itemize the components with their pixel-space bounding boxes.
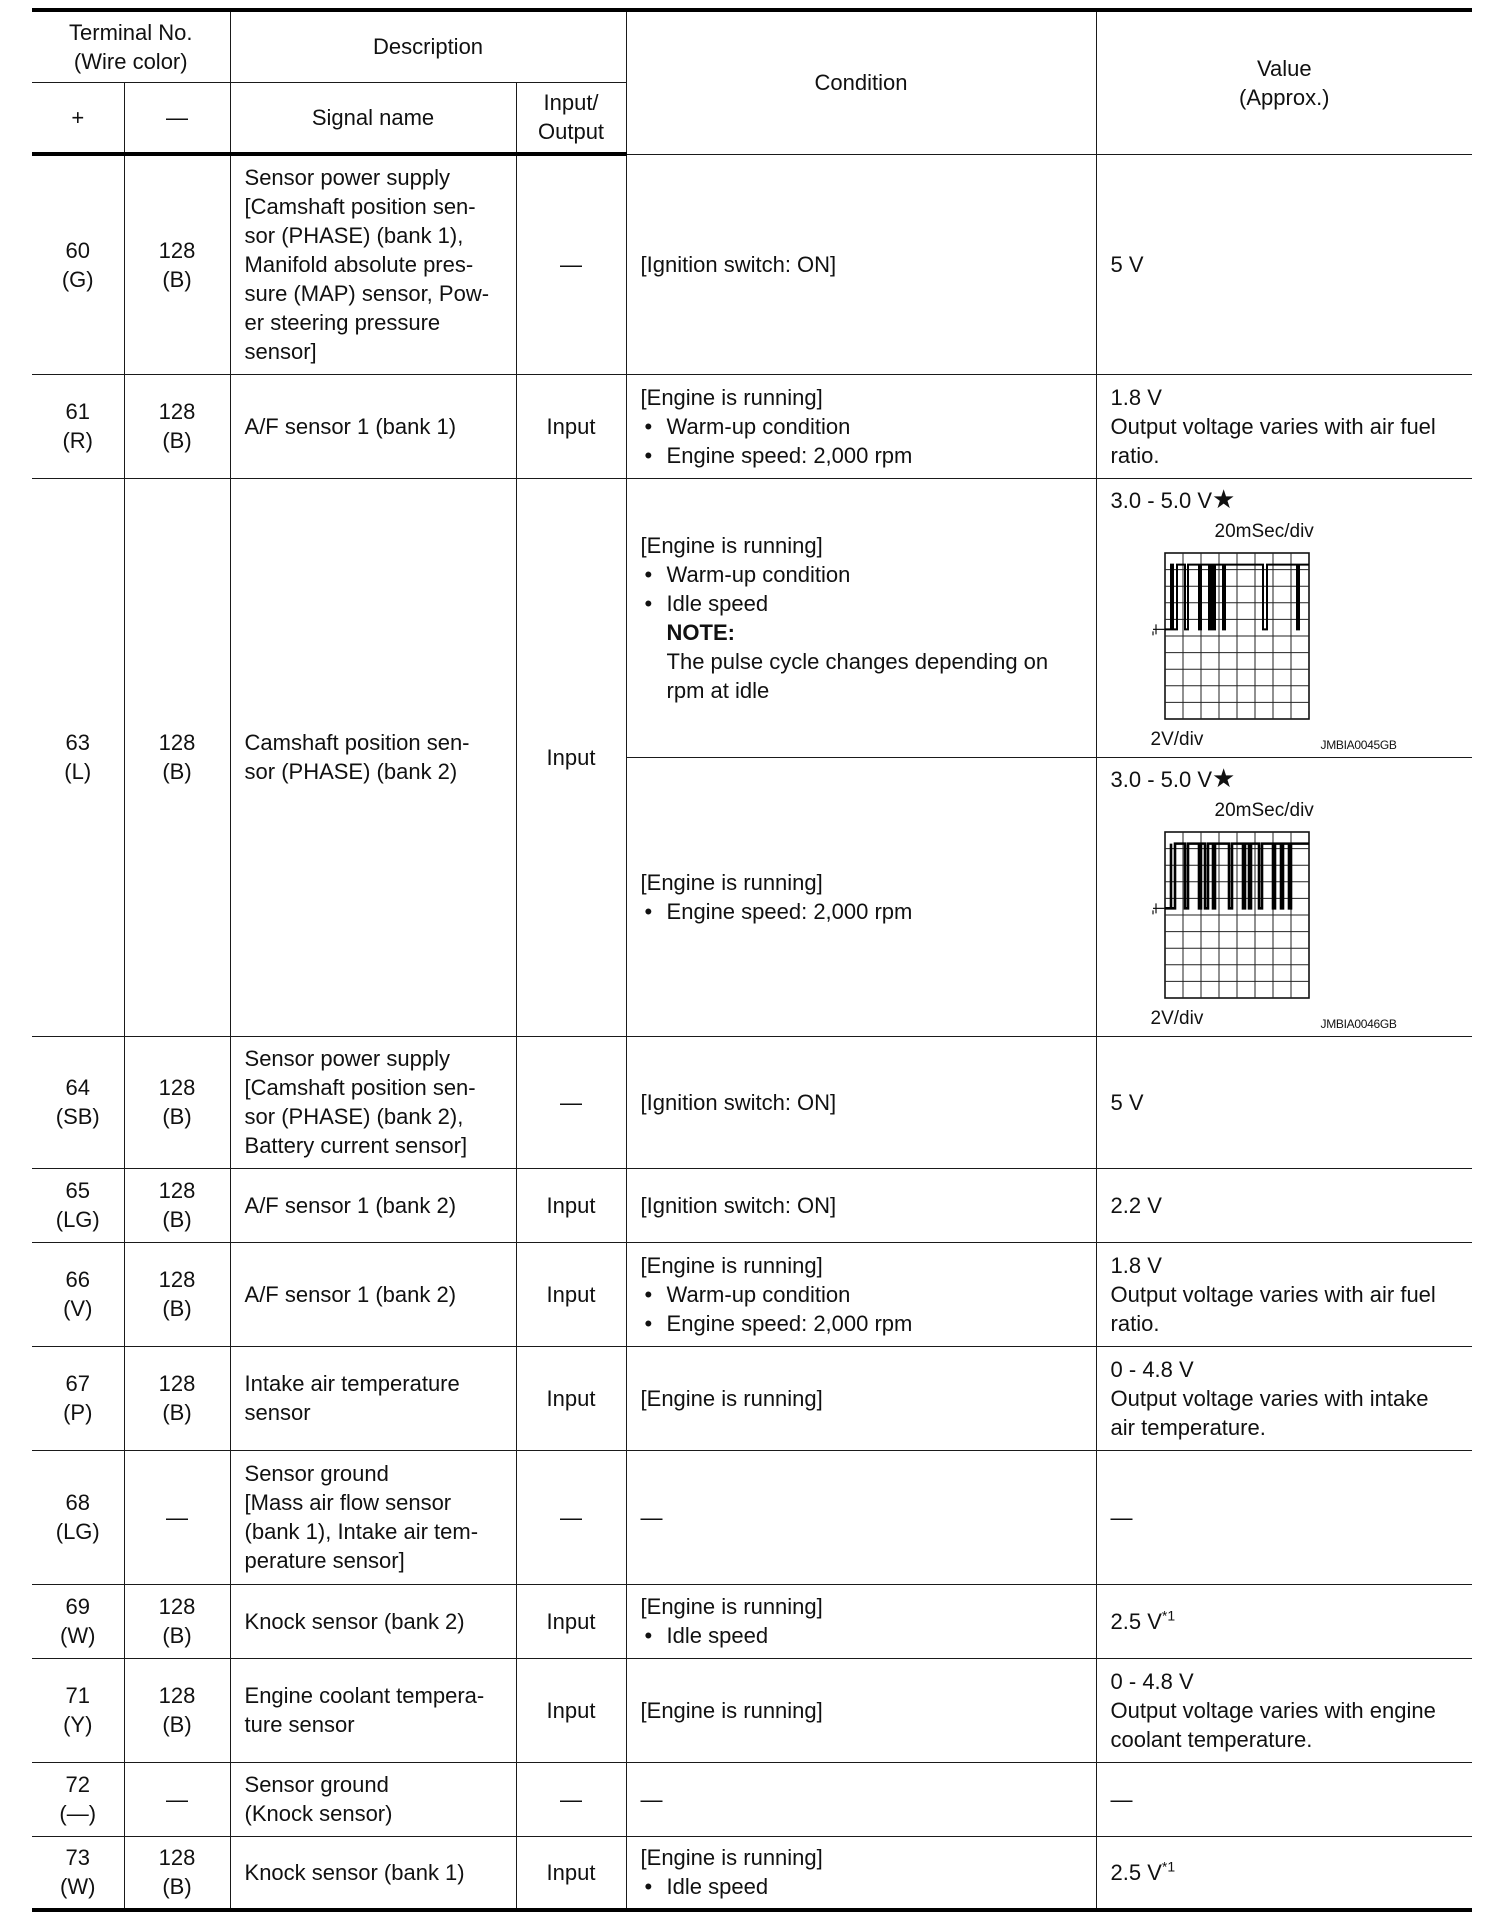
volt-division-label: 2V/div bbox=[1150, 1007, 1204, 1029]
value-cell: 1.8 V Output voltage varies with air fuel ratio. bbox=[1096, 374, 1472, 478]
terminal-cell: 67 (P) bbox=[32, 1346, 124, 1450]
value-cell: 5 V bbox=[1096, 154, 1472, 374]
footnote-ref: *1 bbox=[1161, 1607, 1176, 1624]
ground-cell: 128 (B) bbox=[124, 154, 230, 374]
time-division-label: 20mSec/div bbox=[1214, 799, 1314, 821]
terminal-cell: 63 (L) bbox=[32, 478, 124, 1036]
table-row bbox=[32, 1346, 1472, 1450]
value-cell: 2.5 $V^{*1}$ bbox=[1096, 1836, 1472, 1910]
io-cell: Input bbox=[516, 1168, 626, 1242]
figure-code: JMBIA0045GB bbox=[1320, 737, 1397, 752]
note-text: The pulse cycle changes depending on rpm at idle bbox=[666, 648, 1049, 703]
signal-name-cell: A/F sensor 1 (bank 2) bbox=[230, 1242, 516, 1346]
input-output-header: Input/ Output bbox=[516, 82, 626, 154]
table-row bbox=[32, 1762, 1472, 1836]
terminal-cell: 65 (LG) bbox=[32, 1168, 124, 1242]
io-cell: Input bbox=[516, 1584, 626, 1658]
ground-marker-icon bbox=[1153, 624, 1165, 635]
signal-name-cell: Knock sensor (bank 2) bbox=[230, 1584, 516, 1658]
io-cell: Input bbox=[516, 1346, 626, 1450]
value-cell: 5 V bbox=[1096, 1036, 1472, 1168]
signal-name-cell: Sensor ground [Mass air flow sensor (bank 1), Intake air tem- perature sensor] bbox=[230, 1450, 516, 1584]
signal-name-header: Signal name bbox=[230, 82, 516, 154]
condition-cell: — bbox=[626, 1450, 1096, 1584]
condition-cell: [Engine is running] bbox=[626, 1658, 1096, 1762]
footnote-ref: *1 bbox=[1161, 1858, 1176, 1875]
ground-cell: 128 (B) bbox=[124, 374, 230, 478]
ground-cell: 128 (B) bbox=[124, 1242, 230, 1346]
io-cell: — bbox=[516, 1450, 626, 1584]
ground-marker-icon bbox=[1153, 903, 1165, 914]
oscilloscope-waveform bbox=[1111, 796, 1407, 1032]
table-row bbox=[32, 1584, 1472, 1658]
table-row bbox=[32, 1242, 1472, 1346]
ground-cell: 128 (B) bbox=[124, 1036, 230, 1168]
signal-name-cell: A/F sensor 1 (bank 2) bbox=[230, 1168, 516, 1242]
terminal-cell: 61 (R) bbox=[32, 374, 124, 478]
condition-cell: [Engine is running] • Warm-up condition • Engine speed: 2,000 rpm bbox=[626, 374, 1096, 478]
signal-name-cell: A/F sensor 1 (bank 1) bbox=[230, 374, 516, 478]
signal-name-cell: Intake air temperature sensor bbox=[230, 1346, 516, 1450]
ground-cell: 128 (B) bbox=[124, 1168, 230, 1242]
signal-name-cell: Engine coolant tempera- ture sensor bbox=[230, 1658, 516, 1762]
terminal-cell: 72 (—) bbox=[32, 1762, 124, 1836]
star-icon: ★ bbox=[1212, 762, 1236, 793]
io-cell: Input bbox=[516, 1242, 626, 1346]
terminal-cell: 73 (W) bbox=[32, 1836, 124, 1910]
condition-cell: [Engine is running] • Warm-up condition • Idle speed NOTE: The pulse cycle changes depending on rpm at idle bbox=[626, 478, 1096, 757]
value-cell: 2.5 $V^{*1}$ bbox=[1096, 1584, 1472, 1658]
io-cell: Input bbox=[516, 1658, 626, 1762]
condition-cell: [Engine is running] • Warm-up condition • Engine speed: 2,000 rpm bbox=[626, 1242, 1096, 1346]
minus-header: — bbox=[124, 82, 230, 154]
terminal-cell: 60 (G) bbox=[32, 154, 124, 374]
io-cell: Input bbox=[516, 1836, 626, 1910]
condition-cell: — bbox=[626, 1762, 1096, 1836]
io-cell: — bbox=[516, 154, 626, 374]
value-cell: 0 - 4.8 V Output voltage varies with engine coolant temperature. bbox=[1096, 1658, 1472, 1762]
value-cell: 2.2 V bbox=[1096, 1168, 1472, 1242]
terminal-no-header: Terminal No. (Wire color) bbox=[32, 10, 230, 82]
io-cell: Input bbox=[516, 374, 626, 478]
ground-cell: 128 (B) bbox=[124, 1584, 230, 1658]
condition-cell: [Engine is running] • Engine speed: 2,000 rpm bbox=[626, 757, 1096, 1036]
condition-cell: [Engine is running] • Idle speed bbox=[626, 1584, 1096, 1658]
figure-code: JMBIA0046GB bbox=[1320, 1016, 1397, 1031]
table-row bbox=[32, 374, 1472, 478]
io-cell: — bbox=[516, 1762, 626, 1836]
description-header: Description bbox=[230, 10, 626, 82]
io-cell: — bbox=[516, 1036, 626, 1168]
time-division-label: 20mSec/div bbox=[1214, 520, 1314, 542]
condition-cell: [Ignition switch: ON] bbox=[626, 154, 1096, 374]
table-row bbox=[32, 1450, 1472, 1584]
ground-cell: — bbox=[124, 1450, 230, 1584]
plus-header: + bbox=[32, 82, 124, 154]
condition-cell: [Ignition switch: ON] bbox=[626, 1168, 1096, 1242]
terminal-cell: 68 (LG) bbox=[32, 1450, 124, 1584]
star-icon: ★ bbox=[1212, 483, 1236, 514]
ground-cell: 128 (B) bbox=[124, 1346, 230, 1450]
terminal-cell: 64 (SB) bbox=[32, 1036, 124, 1168]
signal-name-cell: Camshaft position sen- sor (PHASE) (bank 2) bbox=[230, 478, 516, 1036]
table-row bbox=[32, 1036, 1472, 1168]
signal-name-cell: Sensor ground (Knock sensor) bbox=[230, 1762, 516, 1836]
terminal-cell: 66 (V) bbox=[32, 1242, 124, 1346]
terminal-cell: 69 (W) bbox=[32, 1584, 124, 1658]
terminal-spec-table bbox=[32, 8, 1472, 1912]
terminal-cell: 71 (Y) bbox=[32, 1658, 124, 1762]
table-row bbox=[32, 478, 1472, 757]
waveform-grid bbox=[1151, 547, 1315, 723]
ground-cell: 128 (B) bbox=[124, 478, 230, 1036]
value-cell: 3.0 - 5.0 V★ 20mSec/div 2V/div JMBIA0045GB bbox=[1096, 478, 1472, 757]
signal-name-cell: Sensor power supply [Camshaft position sen- sor (PHASE) (bank 1), Manifold absolute pres- sure (MAP) sensor, Pow- er steering pressure sensor] bbox=[230, 154, 516, 374]
oscilloscope-waveform bbox=[1111, 517, 1407, 753]
condition-cell: [Ignition switch: ON] bbox=[626, 1036, 1096, 1168]
waveform-grid bbox=[1151, 826, 1315, 1002]
note-heading: NOTE: bbox=[666, 619, 735, 645]
value-header: Value (Approx.) bbox=[1096, 10, 1472, 154]
ground-cell: 128 (B) bbox=[124, 1658, 230, 1762]
ground-cell: — bbox=[124, 1762, 230, 1836]
signal-name-cell: Sensor power supply [Camshaft position sen- sor (PHASE) (bank 2), Battery current sensor] bbox=[230, 1036, 516, 1168]
table-row bbox=[32, 1658, 1472, 1762]
value-cell: 0 - 4.8 V Output voltage varies with intake air temperature. bbox=[1096, 1346, 1472, 1450]
condition-cell: [Engine is running] • Idle speed bbox=[626, 1836, 1096, 1910]
condition-header: Condition bbox=[626, 10, 1096, 154]
table-row bbox=[32, 154, 1472, 374]
io-cell: Input bbox=[516, 478, 626, 1036]
ground-cell: 128 (B) bbox=[124, 1836, 230, 1910]
table-row bbox=[32, 1168, 1472, 1242]
condition-cell: [Engine is running] bbox=[626, 1346, 1096, 1450]
volt-division-label: 2V/div bbox=[1150, 728, 1204, 750]
value-cell: — bbox=[1096, 1762, 1472, 1836]
signal-name-cell: Knock sensor (bank 1) bbox=[230, 1836, 516, 1910]
value-cell: 3.0 - 5.0 V★ 20mSec/div 2V/div JMBIA0046GB bbox=[1096, 757, 1472, 1036]
table-row bbox=[32, 1836, 1472, 1910]
value-cell: 1.8 V Output voltage varies with air fuel ratio. bbox=[1096, 1242, 1472, 1346]
value-cell: — bbox=[1096, 1450, 1472, 1584]
